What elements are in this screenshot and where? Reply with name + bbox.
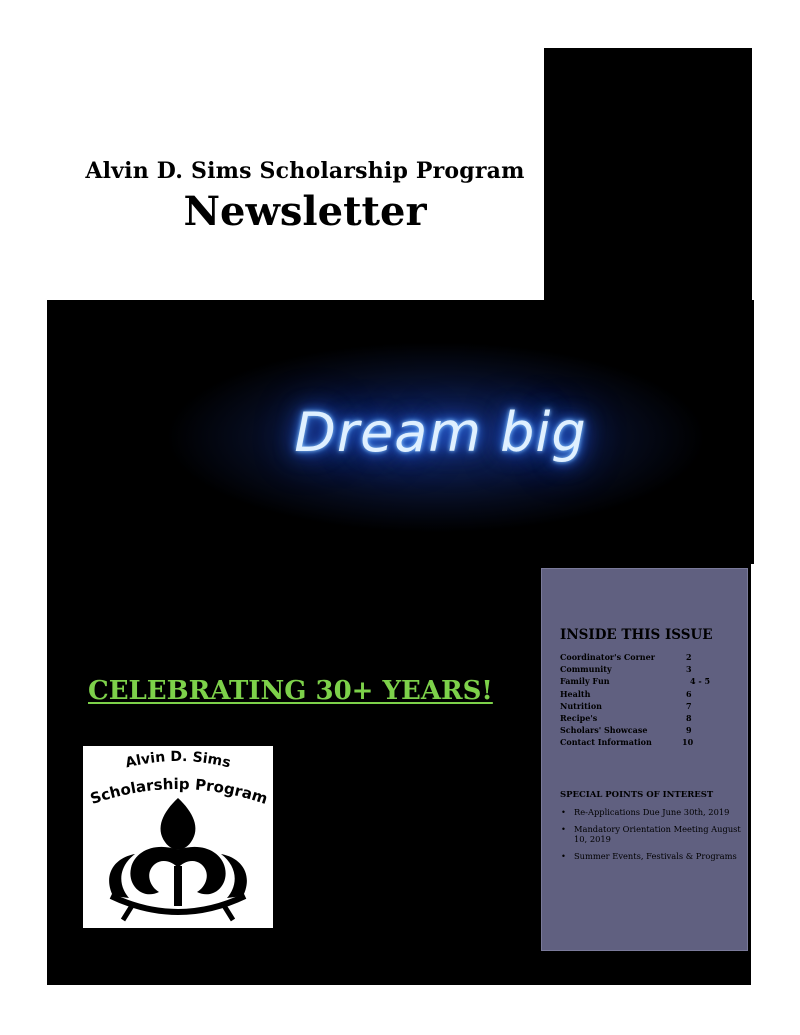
logo-line2: Scholarship Program <box>87 774 270 808</box>
toc-page: 6 <box>686 688 692 699</box>
list-item: • Re-Applications Due June 30th, 2019 <box>560 807 742 817</box>
toc-row <box>560 736 740 748</box>
logo-line1: Alvin D. Sims <box>123 748 233 772</box>
toc-page: 2 <box>686 652 692 662</box>
toc-page: 8 <box>686 712 692 723</box>
special-points-heading: SPECIAL POINTS OF INTEREST <box>560 790 714 800</box>
fleur-de-lis-icon <box>83 746 273 928</box>
toc-page: 9 <box>686 725 692 736</box>
toc-title: Community <box>560 664 612 675</box>
toc-row <box>560 651 740 663</box>
special-points-list <box>560 807 742 868</box>
toc-page: 4 - 5 <box>690 676 711 687</box>
neon-sign-text: Dream big <box>294 400 587 464</box>
hero-image <box>47 300 754 564</box>
celebrating-banner: CELEBRATING 30+ YEARS! <box>88 676 493 706</box>
top-right-black-bar <box>544 48 752 300</box>
toc-title: Nutrition <box>560 700 602 711</box>
toc-page: 10 <box>682 737 694 748</box>
inside-heading: INSIDE THIS ISSUE <box>560 627 713 643</box>
toc-title: Family Fun <box>560 676 610 687</box>
list-item: • Mandatory Orientation Meeting August 10, 2019 <box>560 824 742 844</box>
list-item: • Summer Events, Festivals & Programs <box>560 851 742 861</box>
toc-title: Contact Information <box>560 737 652 748</box>
toc-row <box>560 663 740 675</box>
toc-title: Coordinator's Corner <box>560 652 655 662</box>
toc-row <box>560 724 740 736</box>
toc-row <box>560 712 740 724</box>
program-logo <box>83 746 273 928</box>
inside-this-issue-panel <box>541 568 748 951</box>
table-of-contents <box>560 651 740 749</box>
toc-page: 7 <box>686 700 692 711</box>
toc-title: Health <box>560 688 591 699</box>
svg-text:Alvin D. Sims <box>124 749 232 772</box>
toc-title: Recipe's <box>560 712 598 723</box>
toc-title: Scholars' Showcase <box>560 725 648 736</box>
toc-row <box>560 700 740 712</box>
toc-row <box>560 675 740 687</box>
doc-title: Newsletter <box>183 188 427 235</box>
toc-row <box>560 688 740 700</box>
title-block <box>60 158 550 235</box>
org-name: Alvin D. Sims Scholarship Program <box>85 158 525 184</box>
toc-page: 3 <box>686 664 692 675</box>
